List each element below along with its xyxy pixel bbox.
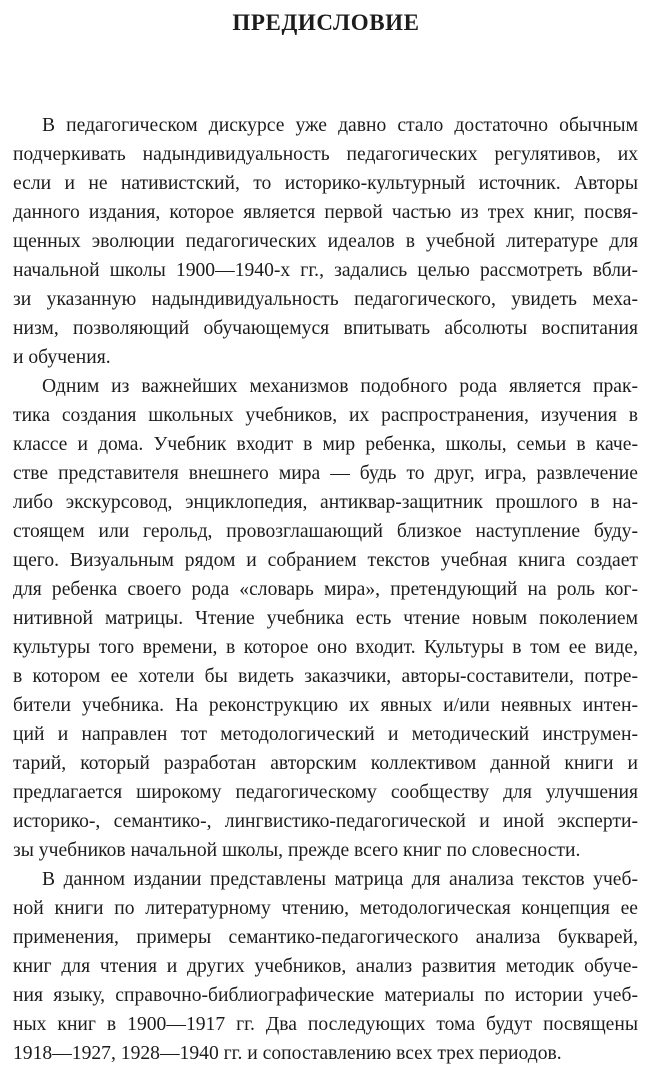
body-text	[13, 111, 638, 1068]
paragraph-line: зы учебников начальной школы, прежде всего книг по словесности.	[13, 840, 581, 861]
paragraph-line: историко-, семантико-, лингвистико-педагогической и иной эксперти-	[13, 811, 638, 832]
paragraph-line: тика создания школьных учебников, их распространения, изучения в	[13, 405, 638, 426]
paragraph	[13, 865, 638, 1068]
paragraph-line: бители учебника. На реконструкцию их явных и/или неявных интен-	[13, 695, 638, 716]
paragraph	[13, 111, 638, 372]
paragraph-line: подчеркивать надындивидуальность педагогических регулятивов, их	[13, 144, 638, 165]
paragraph-line: стоящем или герольд, провозглашающий близкое наступление буду-	[13, 521, 638, 542]
paragraph-line: 1918—1927, 1928—1940 гг. и сопоставлению всех трех периодов.	[13, 1043, 562, 1064]
paragraph-line: Одним из важнейших механизмов подобного рода является прак-	[42, 376, 638, 397]
paragraph-line: ной книги по литературному чтению, методологическая концепция ее	[13, 898, 638, 919]
paragraph-line: начальной школы 1900—1940-х гг., задались целью рассмотреть вбли-	[13, 260, 638, 281]
paragraph-line: книг для чтения и других учебников, анализ развития методик обуче-	[13, 956, 638, 977]
paragraph-line: щенных эволюции педагогических идеалов в учебной литературе для	[13, 231, 638, 252]
paragraph-line: предлагается широкому педагогическому сообществу для улучшения	[13, 782, 638, 803]
paragraph-line: ций и направлен тот методологический и методический инструмен-	[13, 724, 638, 745]
paragraph-line: щего. Визуальным рядом и собранием текстов учебная книга создает	[13, 550, 638, 571]
paragraph-line: классе и дома. Учебник входит в мир ребенка, школы, семьи в каче-	[13, 434, 638, 455]
paragraph-line: низм, позволяющий обучающемуся впитывать абсолюты воспитания	[13, 318, 638, 339]
paragraph-line: ных книг в 1900—1917 гг. Два последующих тома будут посвящены	[13, 1014, 638, 1035]
paragraph-line: для ребенка своего рода «словарь мира», претендующий на роль ког-	[13, 579, 638, 600]
paragraph-line: данного издания, которое является первой частью из трех книг, посвя-	[13, 202, 638, 223]
paragraph-line: стве представителя внешнего мира — будь то друг, игра, развлечение	[13, 463, 638, 484]
page-title: ПРЕДИСЛОВИЕ	[232, 10, 420, 35]
paragraph-line: зи указанную надындивидуальность педагогического, увидеть меха-	[13, 289, 638, 310]
paragraph-line: тарий, который разработан авторским коллективом данной книги и	[13, 753, 638, 774]
paragraph-line: В педагогическом дискурсе уже давно стало достаточно обычным	[42, 115, 638, 136]
paragraph-line: нитивной матрицы. Чтение учебника есть чтение новым поколением	[13, 608, 638, 629]
paragraph-line: ния языку, справочно-библиографические материалы по истории учеб-	[13, 985, 638, 1006]
paragraph-line: культуры того времени, в которое оно входит. Культуры в том ее виде,	[13, 637, 638, 658]
paragraph-line: применения, примеры семантико-педагогического анализа букварей,	[13, 927, 638, 948]
paragraph-line: и обучения.	[13, 347, 111, 368]
paragraph-line: либо экскурсовод, энциклопедия, антиквар-защитник прошлого в на-	[13, 492, 638, 513]
paragraph	[13, 372, 638, 865]
paragraph-line: В данном издании представлены матрица для анализа текстов учеб-	[42, 869, 638, 890]
paragraph-line: если и не нативистский, то историко-культурный источник. Авторы	[13, 173, 638, 194]
paragraph-line: в котором ее хотели бы видеть заказчики, авторы-составители, потре-	[13, 666, 638, 687]
